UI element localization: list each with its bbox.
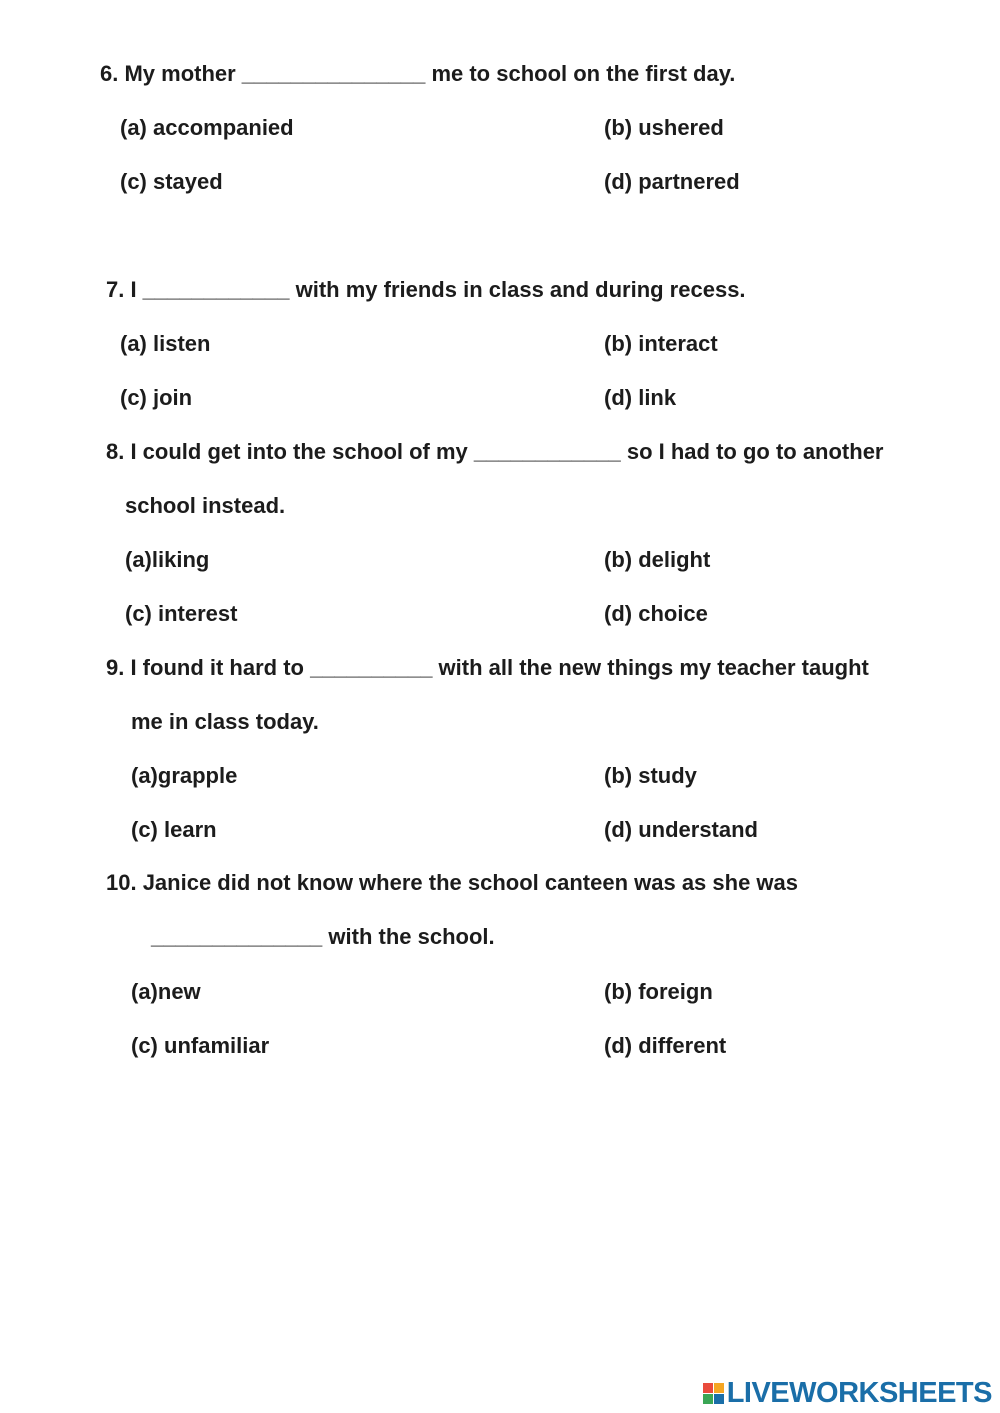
question-8-option-a[interactable]: (a)liking xyxy=(125,547,210,572)
question-9-stem-continued: me in class today. xyxy=(131,709,319,734)
question-8-option-b[interactable]: (b) delight xyxy=(604,547,711,572)
question-10-option-b[interactable]: (b) foreign xyxy=(604,979,713,1004)
question-6-option-b[interactable]: (b) ushered xyxy=(604,115,724,140)
question-9-option-d[interactable]: (d) understand xyxy=(604,817,758,842)
question-6-option-a[interactable]: (a) accompanied xyxy=(120,115,294,140)
question-8-option-c[interactable]: (c) interest xyxy=(125,601,238,626)
logo-square-2 xyxy=(714,1383,724,1393)
question-7-option-b[interactable]: (b) interact xyxy=(604,331,718,356)
question-7-option-d[interactable]: (d) link xyxy=(604,385,677,410)
question-7-option-a[interactable]: (a) listen xyxy=(120,331,211,356)
question-7-option-c[interactable]: (c) join xyxy=(120,385,193,410)
question-10-option-c[interactable]: (c) unfamiliar xyxy=(131,1033,270,1058)
question-8-option-d[interactable]: (d) choice xyxy=(604,601,708,626)
question-6-option-c[interactable]: (c) stayed xyxy=(120,169,223,194)
question-10-stem-continued: ______________ with the school. xyxy=(151,924,495,949)
logo-square-3 xyxy=(703,1394,713,1404)
question-8-stem: 8. I could get into the school of my ____________ so I had to go to another xyxy=(106,439,884,464)
question-9-option-c[interactable]: (c) learn xyxy=(131,817,217,842)
question-9-stem: 9. I found it hard to __________ with all the new things my teacher taught xyxy=(106,655,869,680)
question-7-stem: 7. I ____________ with my friends in class and during recess. xyxy=(106,277,746,302)
question-10-option-a[interactable]: (a)new xyxy=(131,979,201,1004)
question-6-option-d[interactable]: (d) partnered xyxy=(604,169,740,194)
liveworksheets-logo xyxy=(703,1378,992,1408)
question-9-option-b[interactable]: (b) study xyxy=(604,763,697,788)
logo-square-1 xyxy=(703,1383,713,1393)
logo-square-4 xyxy=(714,1394,724,1404)
question-10-stem: 10. Janice did not know where the school canteen was as she was xyxy=(106,870,799,895)
question-9-option-a[interactable]: (a)grapple xyxy=(131,763,238,788)
question-6-stem: 6. My mother _______________ me to school on the first day. xyxy=(100,61,736,86)
question-10-option-d[interactable]: (d) different xyxy=(604,1033,727,1058)
question-8-stem-continued: school instead. xyxy=(125,493,286,518)
logo-text: LIVEWORKSHEETS xyxy=(726,1376,992,1409)
logo-mark-icon xyxy=(703,1383,724,1404)
